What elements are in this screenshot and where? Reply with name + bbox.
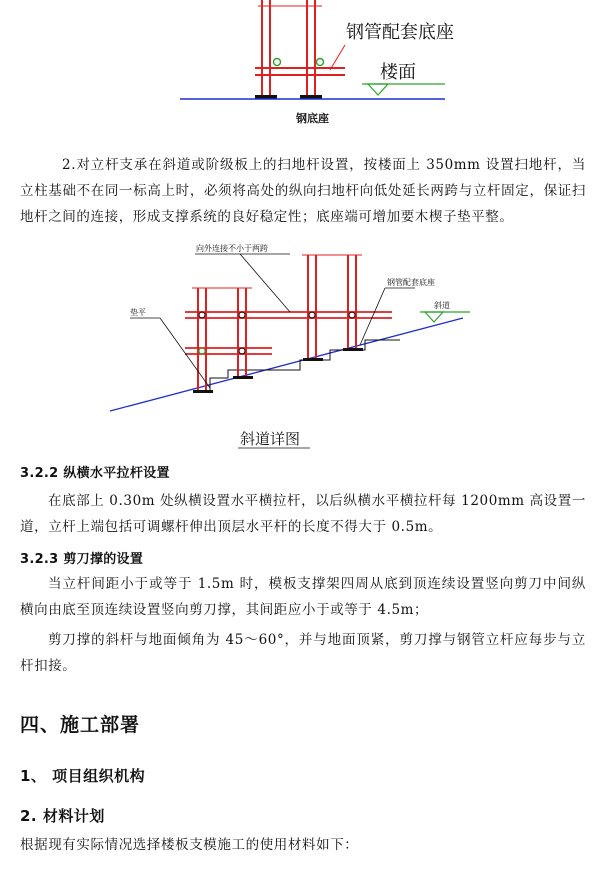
level-icon bbox=[425, 312, 443, 322]
para-sweep-rod: 2.对立杆支承在斜道或阶级板上的扫地杆设置，按楼面上 350mm 设置扫地杆，当立柱基础不在同一标高上时，必须将高处的纵向扫地杆向低处延长两跨与立杆固定，保证扫地杆之间的连接，形成支撑系统的良好稳定性；底座端可增加要木楔子垫平整。 bbox=[20, 157, 586, 225]
label-floor: 楼面 bbox=[380, 62, 416, 83]
para-horizontal-rods: 在底部上 0.30m 处纵横设置水平横拉杆，以后纵横水平横拉杆每 1200mm 高设置一道，立杆上端包括可调螺杆伸出顶层水平杆的长度不得大于 0.5m。 bbox=[20, 493, 586, 535]
subsection-organization: 1、 项目组织机构 bbox=[20, 767, 146, 785]
heading-3-2-3: 3.2.3 剪刀撑的设置 bbox=[20, 552, 144, 567]
para-materials-intro: 根据现有实际情况选择楼板支模施工的使用材料如下： bbox=[20, 837, 359, 853]
figure2-caption: 斜道详图 bbox=[240, 430, 301, 448]
label-extend: 向外连接不小于两跨 bbox=[196, 244, 268, 253]
subsection-materials: 2. 材料计划 bbox=[20, 807, 105, 825]
figure1-caption: 钢底座 bbox=[296, 112, 329, 125]
leader-line bbox=[330, 45, 345, 70]
chapter-title: 四、施工部署 bbox=[20, 714, 141, 736]
slope-line bbox=[110, 318, 463, 411]
label-pad: 垫平 bbox=[130, 308, 146, 317]
base-plate bbox=[303, 358, 323, 361]
label-steel-base-2: 钢管配套底座 bbox=[387, 278, 435, 287]
para-scissor-spacing: 当立杆间距小于或等于 1.5m 时，模板支撑架四周从底到顶连续设置竖向剪刀中间纵横向由底至顶连续设置竖向剪刀撑，其间距应小于或等于 4.5m； bbox=[20, 576, 586, 618]
para-scissor-angle: 剪刀撑的斜杆与地面倾角为 45～60°，并与地面顶紧，剪刀撑与钢管立杆应每步与立杆扣接。 bbox=[20, 632, 586, 674]
base-plate bbox=[343, 348, 363, 351]
leader-line bbox=[160, 318, 210, 388]
slope-detail-figure bbox=[0, 240, 605, 455]
base-plate bbox=[193, 390, 213, 393]
level-icon bbox=[368, 84, 388, 95]
steel-base-figure bbox=[0, 0, 605, 130]
leader-line bbox=[240, 254, 290, 312]
heading-3-2-2: 3.2.2 纵横水平拉杆设置 bbox=[20, 466, 170, 481]
label-steel-base: 钢管配套底座 bbox=[346, 22, 454, 43]
coupler-icon bbox=[317, 59, 324, 66]
base-plate bbox=[233, 376, 253, 379]
coupler-icon bbox=[274, 59, 281, 66]
leader-line bbox=[360, 288, 385, 345]
label-slope: 斜道 bbox=[434, 301, 450, 310]
